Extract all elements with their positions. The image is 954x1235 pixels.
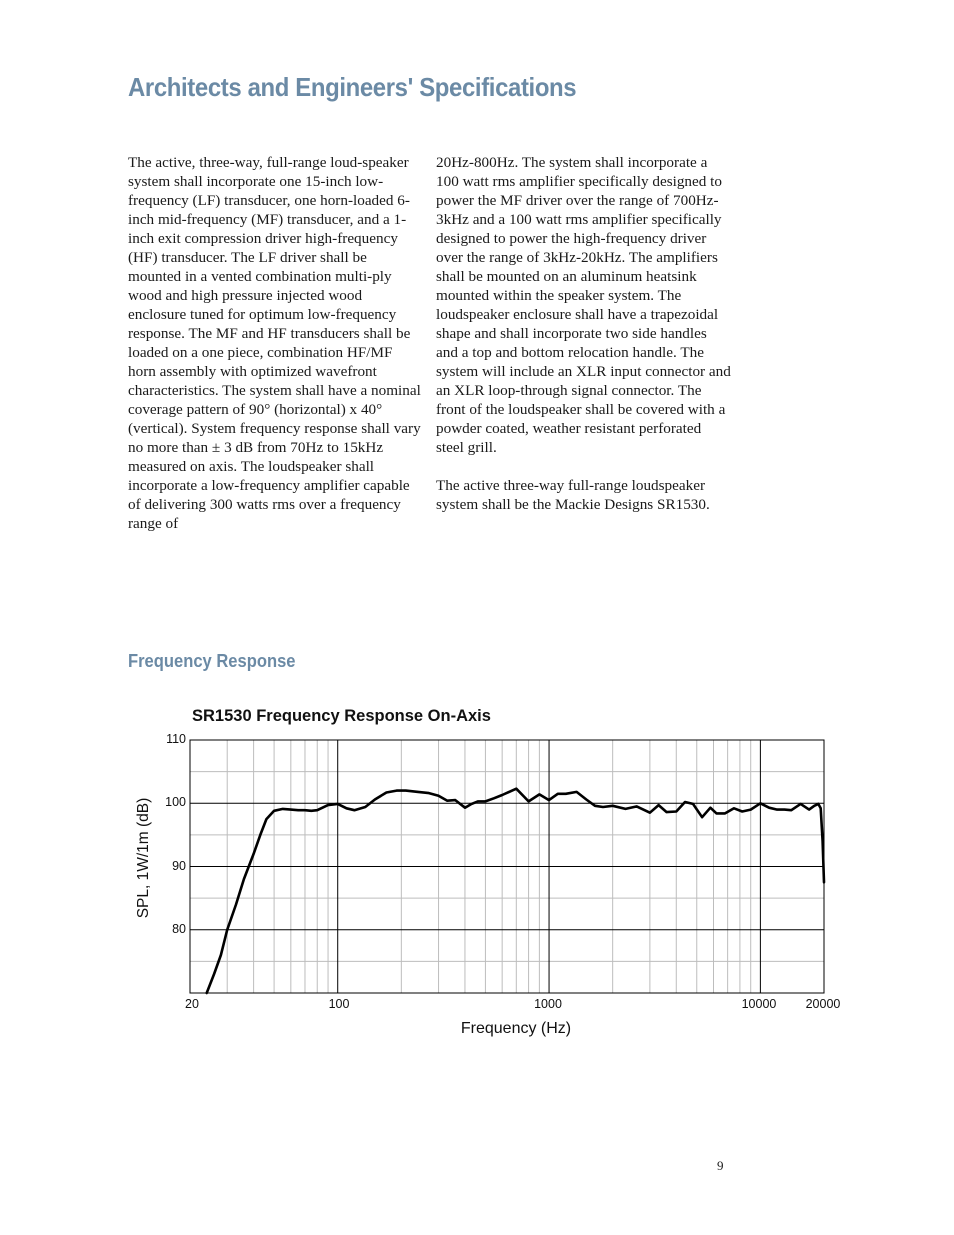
y-tick-label: 80 bbox=[172, 922, 186, 936]
y-tick-label: 110 bbox=[166, 732, 186, 746]
page-number: 9 bbox=[717, 1158, 724, 1173]
chart-title: SR1530 Frequency Response On-Axis bbox=[192, 707, 491, 725]
page-title: Architects and Engineers' Specifications bbox=[128, 72, 577, 102]
x-tick-label: 1000 bbox=[534, 997, 562, 1011]
y-axis-label: SPL, 1W/1m (dB) bbox=[135, 797, 152, 919]
y-tick-label: 90 bbox=[172, 859, 186, 873]
frequency-response-heading: Frequency Response bbox=[128, 651, 296, 671]
x-axis-label: Frequency (Hz) bbox=[460, 1020, 572, 1037]
x-axis-ticks bbox=[185, 997, 840, 1011]
y-tick-label: 100 bbox=[165, 795, 186, 809]
x-tick-label: 100 bbox=[328, 997, 350, 1011]
chart-grid-major bbox=[190, 740, 824, 993]
y-axis-ticks bbox=[165, 732, 186, 936]
x-tick-label: 20 bbox=[185, 997, 199, 1011]
x-tick-label: 10000 bbox=[741, 997, 777, 1011]
spec-paragraph-2: 20Hz-800Hz. The system shall incorporate a 100 watt rms amplifier specifically designed to power the MF driver over the range of 700Hz-3kHz and a 100 watt rms amplifier specifically designed to power the high-frequency driver over the range of 3kHz-20kHz. The amplifiers shall be mounted on an aluminum heatsink mounted within the speaker system. The loudspeaker enclosure shall have a trapezoidal shape and shall incorporate two side handles and a top and bottom relocation handle. The system will include an XLR input connector and an XLR loop-through signal connector. The front of the loudspeaker shall be covered with a powder coated, weather resistant perforated steel grill. bbox=[436, 154, 731, 456]
spec-paragraph-1: The active, three-way, full-range loud-speaker system shall incorporate one 15-inch low-frequency (LF) transducer, one horn-loaded 6-inch mid-frequency (MF) transducer, and a 1-inch exit compression driver high-frequency (HF) transducer. The LF driver shall be mounted in a vented combination multi-ply wood and high pressure injected wood enclosure tuned for optimum low-frequency response. The MF and HF transducers shall be loaded on a one piece, combination HF/MF horn assembly with optimized wavefront characteristics. The system shall have a nominal coverage pattern of 90° (horizontal) x 40° (vertical). System frequency response shall vary no more than ± 3 dB from 70Hz to 15kHz measured on axis. The loudspeaker shall incorporate a low-frequency amplifier capable of delivering 300 watts rms over a frequency range of bbox=[128, 154, 421, 532]
frequency-response-curve bbox=[207, 789, 824, 993]
x-tick-label: 20000 bbox=[805, 997, 841, 1011]
spec-paragraph-3: The active three-way full-range loudspeaker system shall be the Mackie Designs SR1530. bbox=[436, 477, 710, 513]
